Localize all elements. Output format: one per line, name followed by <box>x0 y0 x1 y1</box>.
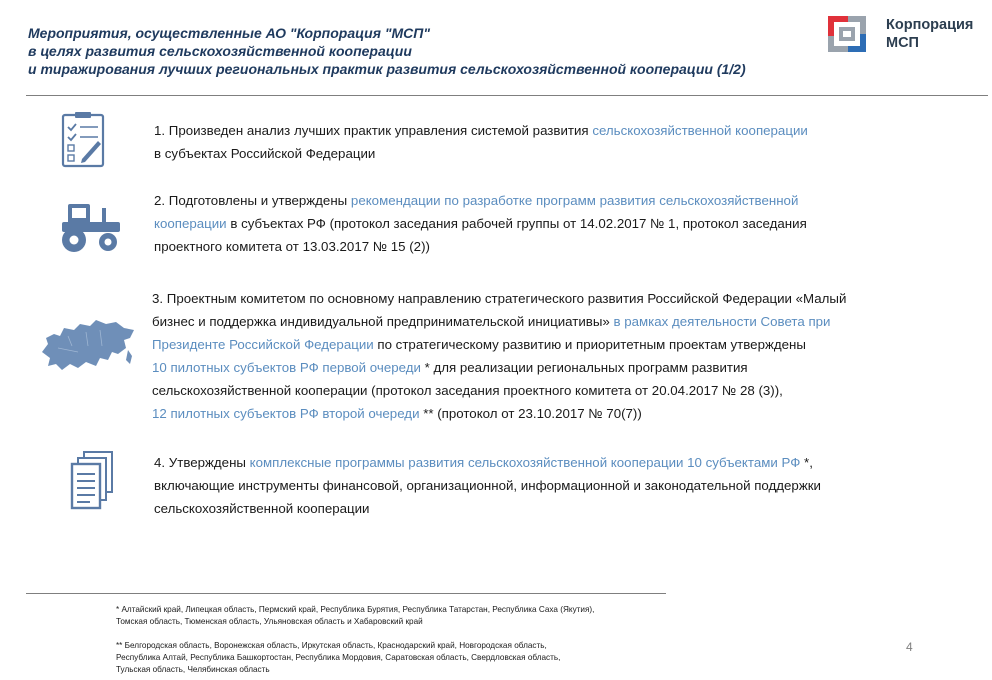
item-4-text <box>154 451 821 520</box>
item-3-text <box>152 287 846 425</box>
footnote-2-line-2: Республика Алтай, Республика Башкортостан, Республика Мордовия, Саратовская область, Свердловская область, <box>116 653 561 662</box>
footnote-2-line-3: Тульская область, Челябинская область <box>116 665 270 674</box>
item-1-text <box>154 119 808 165</box>
item-4-line-2 <box>154 474 821 497</box>
item-2-line-2 <box>154 212 807 235</box>
item-3-line-1 <box>152 287 846 310</box>
highlighted-text: 12 пилотных субъектов РФ второй очереди <box>152 406 420 421</box>
documents-icon <box>70 450 114 512</box>
logo-mark-icon <box>826 14 872 56</box>
body-text: проектного комитета от 13.03.2017 № 15 (2)) <box>154 239 430 254</box>
item-4-line-1 <box>154 451 821 474</box>
highlighted-text: кооперации <box>154 216 227 231</box>
item-2-line-3 <box>154 235 807 258</box>
item-2-line-1 <box>154 189 807 212</box>
page-title <box>28 24 828 78</box>
highlighted-text: рекомендации по разработке программ развития сельскохозяйственной <box>350 193 799 208</box>
header-divider <box>26 95 988 96</box>
body-text: сельскохозяйственной кооперации (протокол заседания проектного комитета от 20.04.2017 № 28 (3)), <box>152 383 783 398</box>
footnote-2-line-1: ** Белгородская область, Воронежская область, Иркутская область, Краснодарский край, Новгородская область, <box>116 641 547 650</box>
item-3-line-5 <box>152 379 846 402</box>
logo-text <box>886 16 973 52</box>
logo-line-2: МСП <box>886 35 919 51</box>
footnote-divider <box>26 593 666 594</box>
body-text: по стратегическому развитию и приоритетным проектам утверждены <box>373 337 806 352</box>
russia-map-icon <box>38 316 138 376</box>
body-text: 4. Утверждены <box>154 455 250 470</box>
item-3-line-6 <box>152 402 846 425</box>
body-text: включающие инструменты финансовой, организационной, информационной и законодательной поддержки <box>154 478 821 493</box>
footnote-1-line-2: Томская область, Тюменская область, Ульяновская область и Хабаровский край <box>116 617 423 626</box>
body-text: сельскохозяйственной кооперации <box>154 501 370 516</box>
item-1-line-2 <box>154 142 808 165</box>
logo-line-1: Корпорация <box>886 17 974 33</box>
item-1-line-1 <box>154 119 808 142</box>
body-text: в субъектах Российской Федерации <box>154 146 376 161</box>
highlighted-text: в рамках деятельности Совета при <box>613 314 831 329</box>
body-text: *, <box>800 455 813 470</box>
footnote-2 <box>116 640 560 676</box>
tractor-icon <box>58 200 122 254</box>
body-text: 2. Подготовлены и утверждены <box>154 193 351 208</box>
highlighted-text: 10 пилотных субъектов РФ первой очереди <box>152 360 421 375</box>
body-text: ** (протокол от 23.10.2017 № 70(7)) <box>419 406 642 421</box>
title-line-3: и тиражирования лучших региональных практик развития сельскохозяйственной кооперации (1/2) <box>28 61 746 77</box>
item-3-line-3 <box>152 333 846 356</box>
corporation-logo <box>826 14 986 56</box>
highlighted-text: комплексные программы развития сельскохозяйственной кооперации 10 субъектами РФ <box>249 455 801 470</box>
title-line-1: Мероприятия, осуществленные АО "Корпорация "МСП" <box>28 25 430 41</box>
body-text: 3. Проектным комитетом по основному направлению стратегического развития Российской Федерации «Малый <box>152 291 847 306</box>
item-3-line-4 <box>152 356 846 379</box>
body-text: в субъектах РФ (протокол заседания рабочей группы от 14.02.2017 № 1, протокол заседания <box>226 216 807 231</box>
title-line-2: в целях развития сельскохозяйственной кооперации <box>28 43 412 59</box>
item-3-line-2 <box>152 310 846 333</box>
page-number: 4 <box>906 640 913 654</box>
item-2-text <box>154 189 807 258</box>
body-text: * для реализации региональных программ развития <box>420 360 748 375</box>
highlighted-text: Президенте Российской Федерации <box>152 337 374 352</box>
checklist-icon <box>60 111 108 169</box>
item-4-line-3 <box>154 497 821 520</box>
footnote-1 <box>116 604 594 628</box>
body-text: бизнес и поддержка индивидуальной предпринимательской инициативы» <box>152 314 614 329</box>
body-text: 1. Произведен анализ лучших практик управления системой развития <box>154 123 593 138</box>
highlighted-text: сельскохозяйственной кооперации <box>592 123 808 138</box>
footnote-1-line-1: * Алтайский край, Липецкая область, Пермский край, Республика Бурятия, Республика Татарстан, Республика Саха (Якутия), <box>116 605 595 614</box>
